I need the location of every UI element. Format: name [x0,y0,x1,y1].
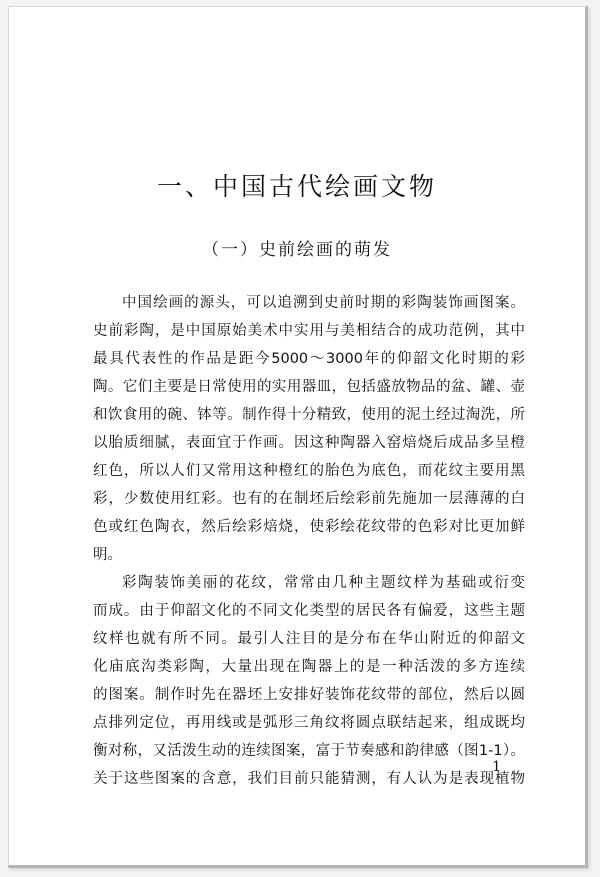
paragraph-1-line: 陶。它们主要是日常使用的实用器皿，包括盛放物品的盆、罐、壶 [93,379,525,395]
paragraph-1-line: 明。 [93,547,122,563]
page-number: 1 [492,759,501,775]
paragraph-1-line: 彩，少数使用红彩。也有的在制坯后绘彩前先施加一层薄薄的白 [93,491,525,507]
paragraph-1-line: 以胎质细腻，表面宜于作画。因这种陶器入窑焙烧后成品多呈橙 [93,435,525,451]
chapter-title: 一、中国古代绘画文物 [156,172,437,201]
paragraph-1-line: 中国绘画的源头，可以追溯到史前时期的彩陶装饰画图案。 [122,295,525,311]
paragraph-2-line: 衡对称，又活泼生动的连续图案，富于节奏感和韵律感（图1-1）。 [93,743,525,759]
paragraph-2-line: 彩陶装饰美丽的花纹，常常由几种主题纹样为基础或衍变 [122,575,525,591]
paragraph-2-line: 化庙底沟类彩陶，大量出现在陶器上的是一种活泼的多方连续 [93,659,525,675]
book-page [8,6,588,868]
paragraph-2-line: 关于这些图案的含意，我们目前只能猜测，有人认为是表现植物 [93,771,525,787]
paragraph-1-line: 红色，所以人们又常用这种橙红的胎色为底色，而花纹主要用黑 [93,463,525,479]
paragraph-2-line: 纹样也就有所不同。最引人注目的是分布在华山附近的仰韶文 [93,631,525,647]
paragraph-1-line: 色或红色陶衣，然后绘彩焙烧，使彩绘花纹带的色彩对比更加鲜 [93,519,525,535]
paragraph-2-line: 的图案。制作时先在器坯上安排好装饰花纹带的部位，然后以圆 [93,687,525,703]
paragraph-1-line: 史前彩陶，是中国原始美术中实用与美相结合的成功范例，其中 [93,323,525,339]
body-text [93,289,525,793]
paragraph-2-line: 点排列定位，再用线或是弧形三角纹将圆点联结起来，组成既均 [93,715,525,731]
paragraph-1-line: 和饮食用的碗、钵等。制作得十分精致，使用的泥土经过淘洗，所 [93,407,525,423]
paragraph-2-line: 而成。由于仰韶文化的不同文化类型的居民各有偏爱，这些主题 [93,603,525,619]
section-title: （一）史前绘画的萌发 [202,240,392,260]
paragraph-1-line: 最具代表性的作品是距今5000～3000年的仰韶文化时期的彩 [93,351,525,367]
